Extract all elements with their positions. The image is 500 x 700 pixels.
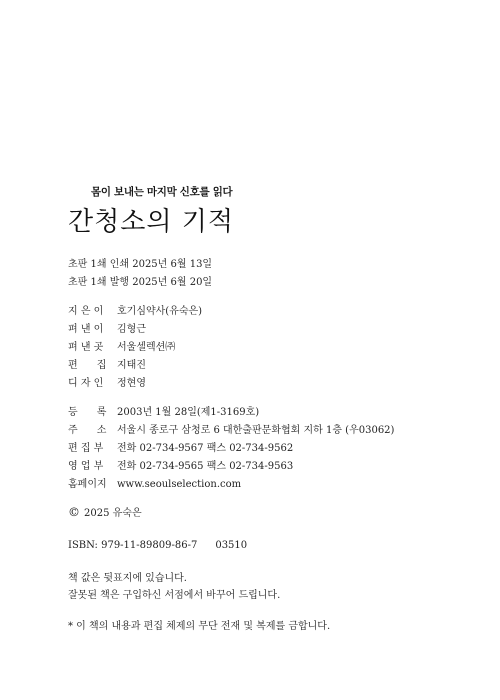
credit-publisher [68, 324, 146, 336]
credit-designer [68, 378, 146, 390]
registry-label: 편 집 부 [68, 443, 104, 454]
credit-label: 펴 낸 이 [68, 324, 104, 335]
registry-label: 주 소 [68, 425, 107, 436]
registry-label: 홈페이지 [68, 479, 107, 490]
registry-value: 2003년 1월 28일(제1-3169호) [117, 407, 260, 418]
registry-value: 전화 02-734-9567 팩스 02-734-9562 [117, 443, 294, 454]
credit-label: 지 은 이 [68, 306, 104, 317]
credit-publishing-house [68, 342, 175, 354]
credit-label: 펴 낸 곳 [68, 342, 104, 353]
credit-author [68, 306, 202, 318]
registry-value: 서울시 종로구 삼청로 6 대한출판문화협회 지하 1층 (우03062) [117, 425, 395, 436]
registry-value: 전화 02-734-9565 팩스 02-734-9563 [117, 461, 294, 472]
registry-address [68, 425, 394, 437]
credit-value: 서울셀렉션㈜ [117, 342, 176, 353]
registry-editorial [68, 443, 293, 455]
registry-label: 영 업 부 [68, 461, 104, 472]
credit-label: 편 집 [68, 360, 107, 371]
edition-label: 초판 1쇄 인쇄 [68, 259, 130, 270]
book-title: 간청소의 기적 [68, 207, 234, 237]
credit-label: 디 자 인 [68, 378, 104, 389]
registry-sales [68, 461, 293, 473]
registry-label: 등 록 [68, 407, 107, 418]
registry-registration [68, 407, 259, 419]
copyright-icon: © [68, 505, 80, 519]
isbn-line [68, 540, 247, 552]
credit-value: 지태진 [117, 360, 146, 371]
credit-editor [68, 360, 146, 372]
edition-date: 2025년 6월 13일 [132, 259, 213, 270]
edition-line-print [68, 259, 212, 271]
edition-label: 초판 1쇄 발행 [68, 277, 130, 288]
notice-price: 책 값은 뒷표지에 있습니다. [68, 573, 187, 584]
homepage-link[interactable]: www.seoulselection.com [117, 479, 242, 490]
copyright-line [68, 506, 142, 520]
registry-homepage [68, 479, 241, 491]
notice-exchange: 잘못된 책은 구입하신 서점에서 바꾸어 드립니다. [68, 590, 281, 601]
credit-value: 호기심약사(유숙은) [117, 306, 203, 317]
edition-date: 2025년 6월 20일 [132, 277, 213, 288]
copyright-footnote: * 이 책의 내용과 편집 체제의 무단 전재 및 복제를 금합니다. [68, 621, 331, 632]
book-subtitle: 몸이 보내는 마지막 신호를 읽다 [91, 186, 233, 198]
copyright-text: 2025 유숙은 [84, 508, 142, 519]
edition-line-publish [68, 277, 212, 289]
credit-value: 정현영 [117, 378, 146, 389]
credit-value: 김형근 [117, 324, 146, 335]
isbn-code: 03510 [215, 540, 248, 551]
isbn-number: ISBN: 979-11-89809-86-7 [68, 540, 198, 551]
